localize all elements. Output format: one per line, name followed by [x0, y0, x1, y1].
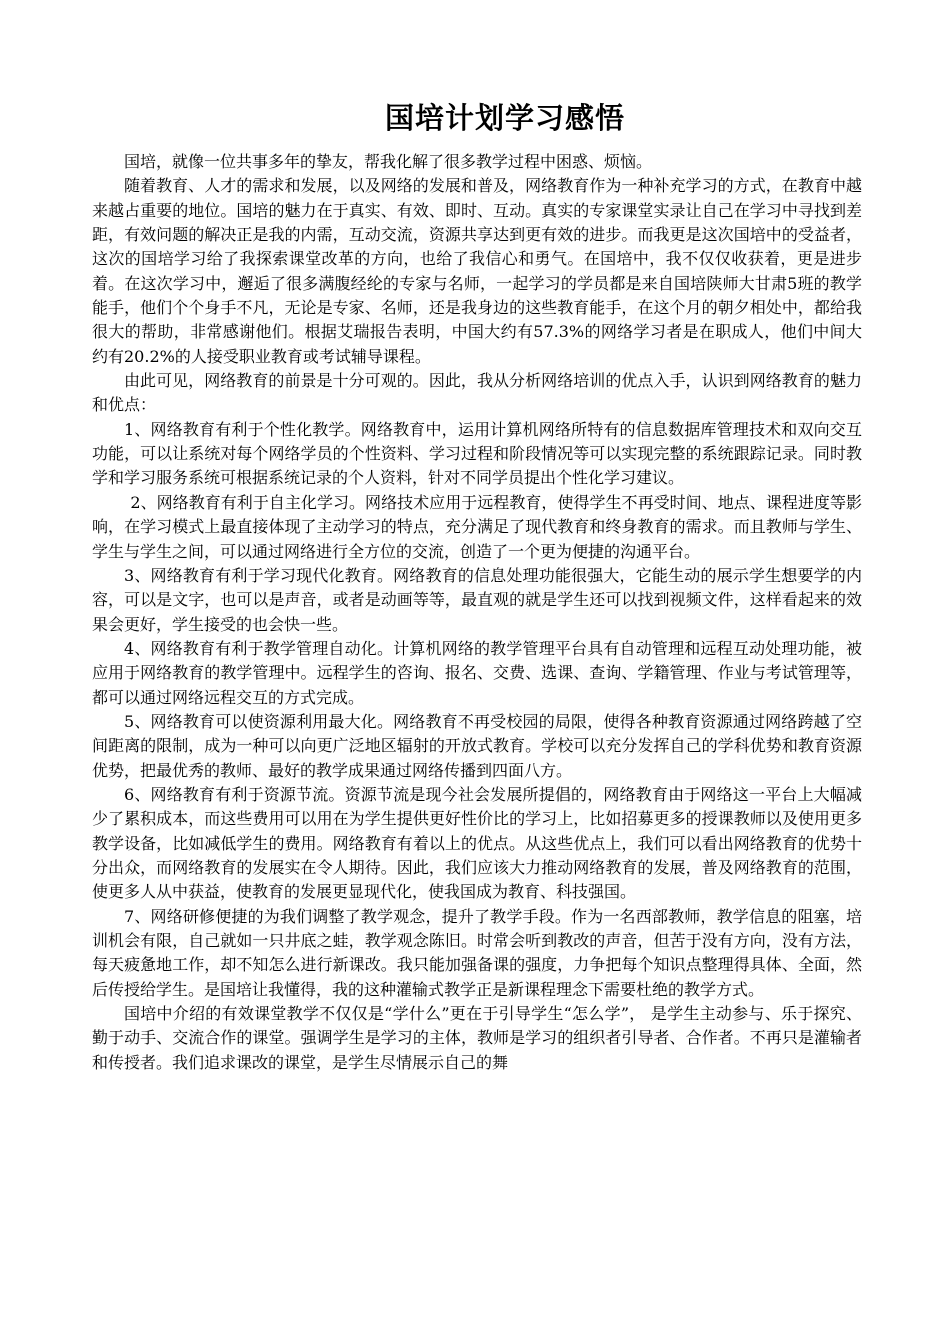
- paragraph-point-1: 1、网络教育有利于个性化教学。网络教育中，运用计算机网络所特有的信息数据库管理技术和双向交互功能，可以让系统对每个网络学员的个性资料、学习过程和阶段情况等可以实现完整的系统跟踪记录。同时教学和学习服务系统可根据系统记录的个人资料，针对不同学员提出个性化学习建议。: [92, 419, 862, 488]
- paragraph-intro: 国培，就像一位共事多年的挚友，帮我化解了很多教学过程中困惑、烦恼。: [124, 152, 653, 171]
- paragraph-point-5: 5、网络教育可以使资源利用最大化。网络教育不再受校园的局限，使得各种教育资源通过网络跨越了空间距离的限制，成为一种可以向更广泛地区辐射的开放式教育。学校可以充分发挥自己的学科优势和教育资源优势，把最优秀的教师、最好的教学成果通过网络传播到四面八方。: [92, 711, 862, 780]
- paragraph-point-6: 6、网络教育有利于资源节流。资源节流是现今社会发展所提倡的，网络教育由于网络这一平台上大幅减少了累积成本，而这些费用可以用在为学生提供更好性价比的学习上，比如招募更多的授课教师以及使用更多教学设备，比如减低学生的费用。网络教育有着以上的优点。从这些优点上，我们可以看出网络教育的优势十分出众，而网络教育的发展实在令人期待。因此，我们应该大力推动网络教育的发展，普及网络教育的范围，使更多人从中获益，使教育的发展更显现代化，使我国成为教育、科技强国。: [92, 784, 862, 902]
- paragraph-point-2: 2、网络教育有利于自主化学习。网络技术应用于远程教育，使得学生不再受时间、地点、课程进度等影响，在学习模式上最直接体现了主动学习的特点，充分满足了现代教育和终身教育的需求。而且教师与学生、学生与学生之间，可以通过网络进行全方位的交流，创造了一个更为便捷的沟通平台。: [92, 492, 862, 561]
- paragraph-point-4: 4、网络教育有利于教学管理自动化。计算机网络的教学管理平台具有自动管理和远程互动处理功能，被应用于网络教育的教学管理中。远程学生的咨询、报名、交费、选课、查询、学籍管理、作业与考试管理等，都可以通过网络远程交互的方式完成。: [92, 638, 862, 707]
- paragraph-effective-classroom: 国培中介绍的有效课堂教学不仅仅是“学什么”更在于引导学生“怎么学”， 是学生主动参与、乐于探究、勤于动手、交流合作的课堂。强调学生是学习的主体，教师是学习的组织者引导者、合作者。不再只是灌输者和传授者。我们追求课改的课堂，是学生尽情展示自己的舞: [92, 1004, 862, 1072]
- document-body: [92, 150, 862, 1075]
- paragraph-point-3: 3、网络教育有利于学习现代化教育。网络教育的信息处理功能很强大，它能生动的展示学生想要学的内容，可以是文字，也可以是声音，或者是动画等等，最直观的就是学生还可以找到视频文件，这样看起来的效果会更好，学生接受的也会快一些。: [92, 565, 862, 634]
- paragraph-conclusion-intro: 由此可见，网络教育的前景是十分可观的。因此，我从分析网络培训的优点入手，认识到网络教育的魅力和优点：: [92, 371, 862, 415]
- paragraph-background: 随着教育、人才的需求和发展，以及网络的发展和普及，网络教育作为一种补充学习的方式，在教育中越来越占重要的地位。国培的魅力在于真实、有效、即时、互动。真实的专家课堂实录让自己在学习中寻找到差距，有效问题的解决正是我的内需，互动交流，资源共享达到更有效的进步。而我更是这次国培中的受益者，这次的国培学习给了我探索课堂改革的方向，也给了我信心和勇气。在国培中，我不仅仅收获着，更是进步着。在这次学习中，邂逅了很多满腹经纶的专家与名师，一起学习的学员都是来自国培陕师大甘肃5班的教学能手，他们个个身手不凡，无论是专家、名师，还是我身边的这些教育能手，在这个月的朝夕相处中，都给我很大的帮助，非常感谢他们。根据艾瑞报告表明，中国大约有57.3%的网络学习者是在职成人，他们中间大约有20.2%的人接受职业教育或考试辅导课程。: [92, 176, 862, 366]
- paragraph-point-7: 7、网络研修便捷的为我们调整了教学观念，提升了教学手段。作为一名西部教师，教学信息的阻塞，培训机会有限，自己就如一只井底之蛙，教学观念陈旧。时常会听到教改的声音，但苦于没有方向，没有方法，每天疲惫地工作，却不知怎么进行新课改。我只能加强备课的强度，力争把每个知识点整理得具体、全面，然后传授给学生。是国培让我懂得，我的这种灌输式教学正是新课程理念下需要杜绝的教学方式。: [92, 906, 862, 999]
- document-title: 国培计划学习感悟: [384, 101, 625, 135]
